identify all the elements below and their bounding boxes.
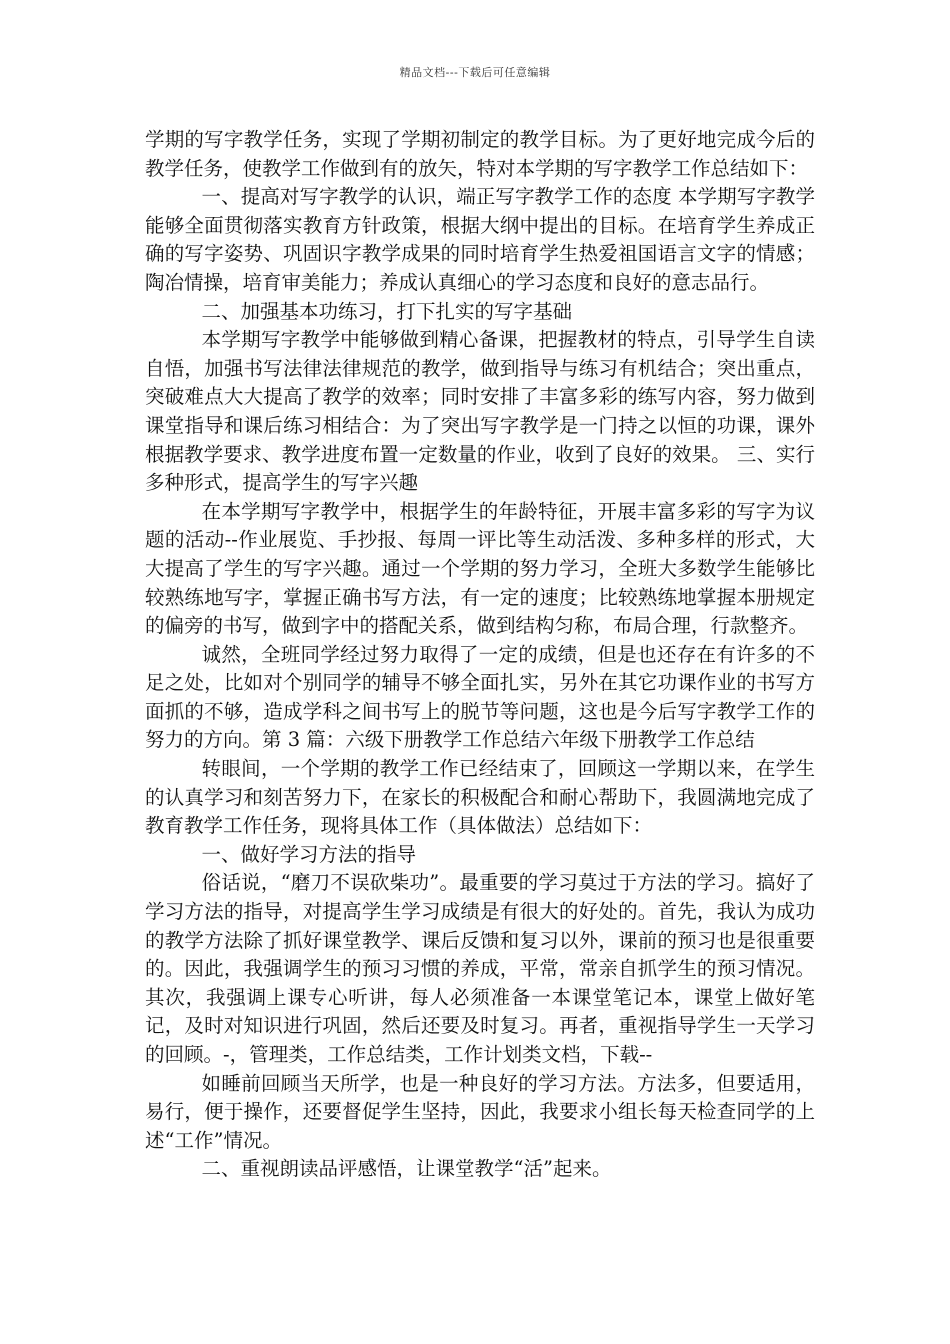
paragraph: 学期的写字教学任务，实现了学期初制定的教学目标。为了更好地完成今后的教学任务，使教学工作做到有的放矢，特对本学期的写字教学工作总结如下： — [145, 128, 815, 180]
paragraph: 如睡前回顾当天所学，也是一种良好的学习方法。方法多，但要适用，易行，便于操作，还要督促学生坚持，因此，我要求小组长每天检查同学的上述“工作”情况。 — [145, 1071, 815, 1152]
paragraph: 俗话说，“磨刀不误砍柴功”。最重要的学习莫过于方法的学习。搞好了学习方法的指导，对提高学生学习成绩是有很大的好处的。首先，我认为成功的教学方法除了抓好课堂教学、课后反馈和复习以外，课前的预习也是很重要的。因此，我强调学生的预习习惯的养成，平常，常亲自抓学生的预习情况。其次，我强调上课专心听讲，每人必须准备一本课堂笔记本，课堂上做好笔记，及时对知识进行巩固，然后还要及时复习。再者，重视指导学生一天学习的回顾。-，管理类，工作总结类，工作计划类文档，下载-- — [145, 871, 815, 1066]
paragraph: 诚然，全班同学经过努力取得了一定的成绩，但是也还存在有许多的不足之处，比如对个别同学的辅导不够全面扎实，另外在其它功课作业的书写方面抓的不够，造成学科之间书写上的脱节等问题，这也是今后写字教学工作的努力的方向。第 3 篇：六级下册教学工作总结六年级下册教学工作总结 — [145, 642, 815, 752]
paragraph-section-one-heading: 一、提高对写字教学的认识，端正写字教学工作的态度 本学期写字教学能够全面贯彻落实教育方针政策，根据大纲中提出的目标。在培育学生养成正确的写字姿势、巩固识字教学成果的同时培育学生热爱祖国语言文字的情感；陶冶情操，培育审美能力；养成认真细心的学习态度和良好的意志品行。 — [145, 185, 815, 294]
paragraph-subheading: 二、重视朗读品评感悟，让课堂教学“活”起来。 — [201, 1157, 612, 1181]
document-body — [145, 126, 815, 1184]
page-header: 精品文档---下载后可任意编辑 — [399, 66, 551, 79]
paragraph-section-two-heading: 二、加强基本功练习，打下扎实的写字基础 — [201, 299, 573, 323]
paragraph-subheading: 一、做好学习方法的指导 — [201, 842, 417, 866]
paragraph: 本学期写字教学中能够做到精心备课，把握教材的特点，引导学生自读自悟，加强书写法律法律规范的教学，做到指导与练习有机结合；突出重点，突破难点大大提高了教学的效率；同时安排了丰富多彩的练写内容，努力做到课堂指导和课后练习相结合：为了突出写字教学是一门持之以恒的功课，课外根据教学要求、教学进度布置一定数量的作业，收到了良好的效果。 三、实行多种形式，提高学生的写字兴趣 — [145, 328, 815, 495]
paragraph: 转眼间，一个学期的教学工作已经结束了，回顾这一学期以来，在学生的认真学习和刻苦努力下，在家长的积极配合和耐心帮助下，我圆满地完成了教育教学工作任务，现将具体工作（具体做法）总结如下： — [145, 757, 815, 838]
paragraph: 在本学期写字教学中，根据学生的年龄特征，开展丰富多彩的写字为议题的活动--作业展览、手抄报、每周一评比等生动活泼、多种多样的形式，大大提高了学生的写字兴趣。通过一个学期的努力学习，全班大多数学生能够比较熟练地写字，掌握正确书写方法，有一定的速度；比较熟练地掌握本册规定的偏旁的书写，做到字中的搭配关系，做到结构匀称，布局合理，行款整齐。 — [145, 499, 815, 638]
